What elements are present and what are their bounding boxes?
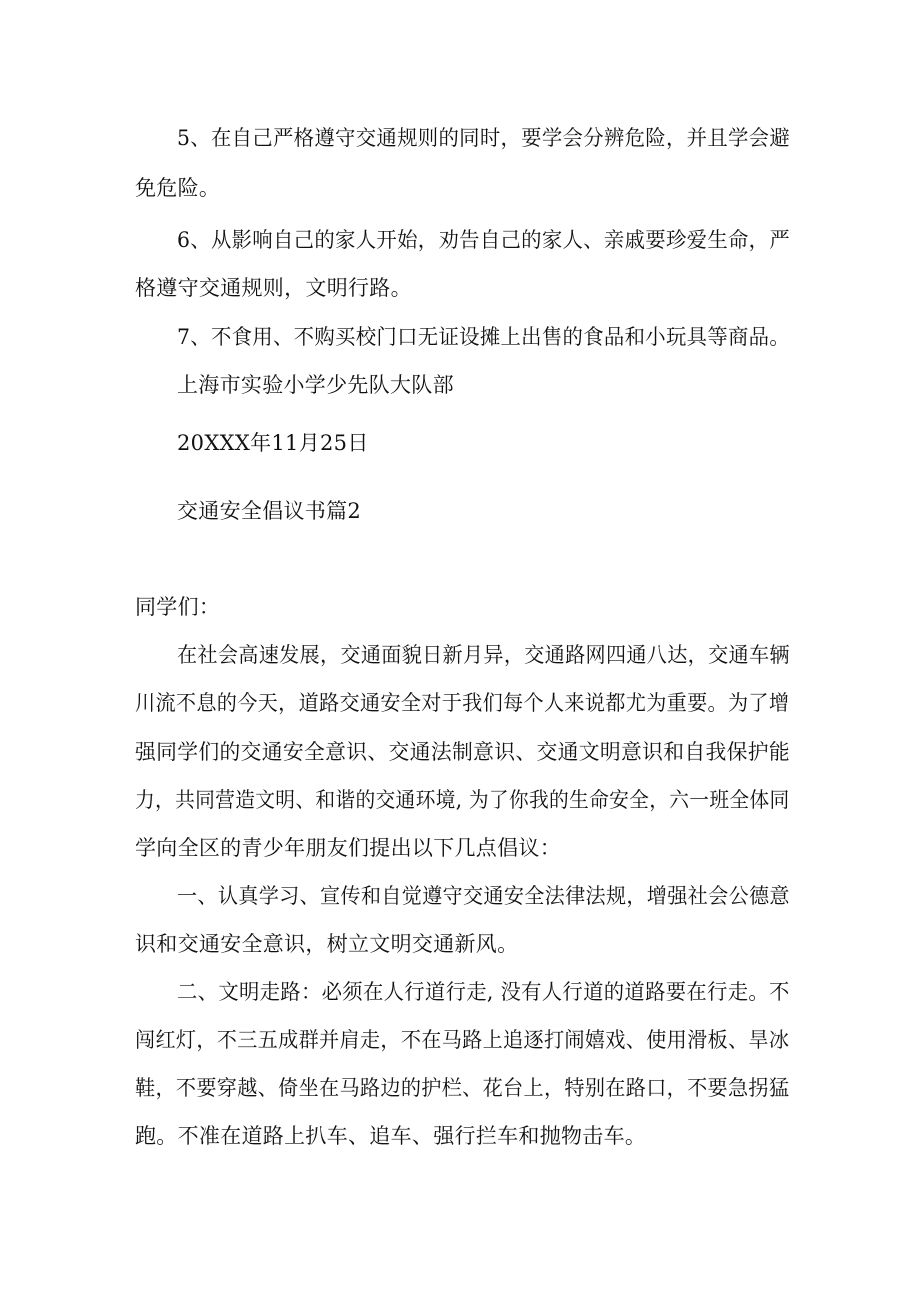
intro-line3: 强同学们的交通安全意识、交通法制意识、交通文明意识和自我保护能 — [135, 740, 791, 764]
intro-line4: 力，共同营造文明、和谐的交通环境, 为了你我的生命安全，六一班全体同 — [135, 788, 790, 812]
signature-org: 上海市实验小学少先队大队部 — [177, 373, 454, 397]
section2-title: 交通安全倡议书篇2 — [177, 499, 362, 523]
intro-line5: 学向全区的青少年朋友们提出以下几点倡议： — [135, 836, 561, 860]
item5-line2: 免危险。 — [135, 176, 221, 200]
item7: 7、不食用、不购买校门口无证设摊上出售的食品和小玩具等商品。 — [177, 325, 791, 349]
point2-line2: 闯红灯，不三五成群并肩走，不在马路上追逐打闹嬉戏、使用滑板、旱冰 — [135, 1028, 790, 1052]
point2-line4: 跑。不准在道路上扒车、追车、强行拦车和抛物击车。 — [135, 1124, 647, 1148]
item6-line1: 6、从影响自己的家人开始，劝告自己的家人、亲戚要珍爱生命，严 — [177, 228, 791, 252]
item6-line2: 格遵守交通规则，文明行路。 — [135, 276, 412, 300]
item5-line1: 5、在自己严格遵守交通规则的同时，要学会分辨危险，并且学会避 — [177, 126, 791, 150]
point1-line2: 识和交通安全意识，树立文明交通新风。 — [135, 932, 519, 956]
point2-line3: 鞋，不要穿越、倚坐在马路边的护栏、花台上，特别在路口，不要急拐猛 — [135, 1076, 790, 1100]
signature-date: 20XXX年11月25日 — [177, 431, 369, 455]
intro-line2: 川流不息的今天，道路交通安全对于我们每个人来说都尤为重要。为了增 — [135, 691, 790, 715]
point1-line1: 一、认真学习、宣传和自觉遵守交通安全法律法规，增强社会公德意 — [177, 884, 790, 908]
intro-line1: 在社会高速发展，交通面貌日新月异，交通路网四通八达，交通车辆 — [177, 643, 790, 667]
salutation: 同学们： — [135, 595, 221, 619]
point2-line1: 二、文明走路：必须在人行道行走, 没有人行道的道路要在行走。不 — [177, 980, 790, 1004]
